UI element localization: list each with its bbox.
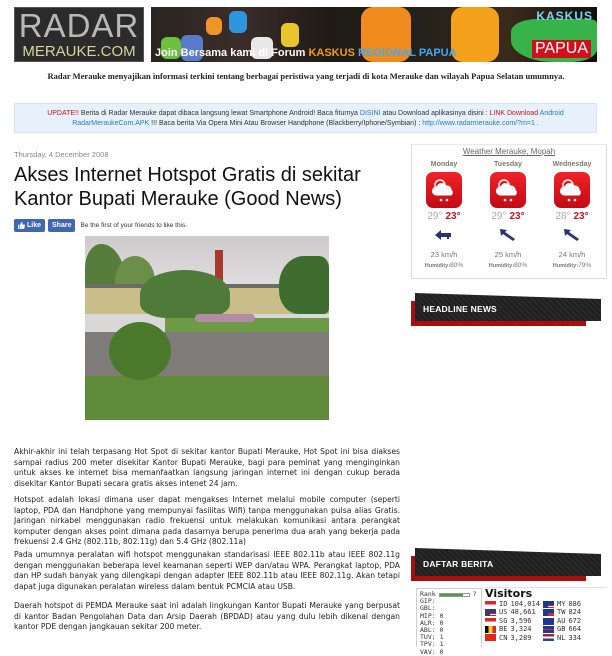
visitor-row: AU 672: [543, 617, 601, 625]
humidity: Humidity:80%: [424, 262, 464, 269]
wind-arrow-west-icon: [433, 228, 455, 242]
update-notice: [14, 103, 597, 133]
flag-id-icon: [485, 601, 496, 608]
banner-tagline: [155, 47, 457, 59]
weather-day-tuesday: [478, 161, 538, 269]
mascot-image: [281, 23, 299, 47]
weather-day-monday: [414, 161, 474, 269]
facebook-share-button[interactable]: Share: [48, 219, 75, 232]
mascot-image: [229, 11, 247, 33]
temperature: [414, 211, 474, 222]
weather-day-wednesday: [542, 161, 602, 269]
visitor-row: SG 3,596: [485, 617, 543, 625]
visitor-row: MY 886: [543, 600, 601, 608]
rank-stat: ABL: 0: [420, 626, 444, 635]
wind-arrow-northwest-icon: [497, 228, 519, 242]
logo-text-domain: MERAUKE.COM: [22, 43, 136, 60]
rank-label: Rank: [420, 590, 436, 598]
site-logo[interactable]: [14, 7, 144, 62]
section-title: DAFTAR BERITA: [423, 559, 494, 569]
rank-widget[interactable]: [416, 588, 482, 656]
kaskus-brand: KASKUS: [536, 9, 593, 23]
flag-sg-icon: [485, 618, 496, 625]
visitor-row: TW 824: [543, 608, 601, 616]
visitors-title: Visitors: [485, 587, 533, 600]
mobile-site-link[interactable]: http://www.radarmerauke.com/?m=1: [422, 120, 535, 127]
flag-us-icon: [485, 609, 496, 616]
day-name: Wednesday: [552, 161, 592, 168]
notice-text: !!! Baca berita Via Opera Mini Atau Browser Handphone (Blackberry/Iphone/Symbian) :: [149, 120, 423, 127]
apk-link[interactable]: Android RadarMeraukeCom.APK: [72, 110, 564, 127]
visitor-row: BE 3,324: [485, 625, 543, 633]
flag-au-icon: [543, 618, 554, 625]
cloud-sun-rain-icon: [490, 172, 526, 208]
headline-news-header: [411, 293, 597, 327]
visitor-row: CN 3,289: [485, 634, 543, 642]
social-text: Be the first of your friends to like this.: [80, 222, 188, 229]
download-link[interactable]: LINK Download: [489, 110, 539, 117]
weather-title-link[interactable]: Weather Merauke, Mopah: [462, 147, 556, 156]
flag-nl-icon: [543, 634, 554, 641]
rank-stat: MIP: 0: [420, 611, 444, 620]
visitor-row: US 48,661: [485, 608, 543, 616]
post-paragraph: Daerah hotspot di PEMDA Merauke saat ini adalah lingkungan Kantor Bupati Merauke yang berpusat di kantor Badan Pengolahan Data dan Arsip Daerah (BPDAD) atau yang dulu lebih dikenal dengan kantor PDE dengan jangkauan sekitar 200 meter.: [14, 601, 400, 632]
wind-speed: 24 km/h: [558, 250, 586, 259]
day-name: Tuesday: [494, 161, 522, 168]
weather-widget: [411, 144, 607, 279]
day-name: Monday: [430, 161, 458, 168]
section-title: HEADLINE NEWS: [423, 304, 497, 314]
rank-stat: VAV: 0: [420, 647, 444, 656]
flag-cn-icon: [485, 634, 496, 641]
mascot-image: [206, 17, 222, 35]
banner-text-join: Join Bersama kami di Forum: [155, 47, 306, 59]
rank-stat: GIP:: [420, 597, 436, 606]
visitor-row: NL 334: [543, 634, 601, 642]
post-title: Akses Internet Hotspot Gratis di sekitar Kantor Bupati Merauke (Good News): [14, 164, 361, 210]
temp-low: 23°: [573, 211, 589, 222]
rank-value: ?: [472, 590, 477, 598]
papua-badge: PAPUA: [532, 40, 591, 58]
post-paragraph: Akhir-akhir ini telah terpasang Hot Spot di sekitar kantor Bupati Merauke, Hot Spot ini bisa diakses sampai radius 200 meter disekitar Kantor Bupati Merauke, bagi para peminat yang menginginkan untuk akses ke internet bisa memanfaatkan langsung jaringan internet ini dengan cukup berada disekitar Kantor Bupati secara gratis akses intenet 24 jam.: [14, 447, 400, 488]
temp-low: 23°: [445, 211, 461, 222]
temp-high: 29°: [427, 211, 443, 222]
notice-text: Berita di Radar Merauke dapat dibaca langsung lewat Smartphone Android! Baca fiturnya: [78, 110, 360, 117]
flag-tw-icon: [543, 609, 554, 616]
notice-text: .: [534, 120, 539, 127]
temp-low: 23°: [509, 211, 525, 222]
post-photo: [85, 236, 329, 420]
post-paragraph: Pada umumnya peralatan wifi hotspot menggunakan standarisasi IEEE 802.11b atau IEEE 802.11g dengan menggunakan beberapa level keamanan seperti WEP dan/atau WPA. Perangkat laptop, PDA dan HP sudah banyak yang dilengkapi dengan adapter IEEE 802.11b atau IEEE 802.11g. Akan tetapi dapat juga digunakan peralatan wireless dalam bentuk PCMCIA atau USB.: [14, 550, 400, 591]
cloud-sun-rain-icon: [426, 172, 462, 208]
rank-bar: [439, 593, 470, 597]
wind-speed: 25 km/h: [494, 250, 522, 259]
rank-stat: TUV: 1: [420, 633, 444, 642]
post-date: Thursday, 4 December 2008: [14, 150, 109, 159]
notice-text: atau Download aplikasinya disini :: [380, 110, 490, 117]
wind-arrow-northwest-icon: [561, 228, 583, 242]
logo-text-radar: RADAR: [18, 7, 140, 44]
rank-stat: TPV: 1: [420, 640, 444, 649]
post-paragraph: Hotspot adalah lokasi dimana user dapat mengakses Internet melalui mobile computer (seperti laptop, PDA dan Handphone yang mempunyai fasilitas Wifi) tanpa menggunakan pulsa alias Gratis. Jaringan nirkabel menggunakan radio frekuensi untuk melakukan komunikasi antara perangkat komputer dengan akses point dimana pada dasarnya berupa penerima dua arah yang bekerja pada frekuensi 2.4 GHz (802.11b, 802.11g) dan 5.4 GHz (802.11a): [14, 495, 400, 547]
rank-stat: GBL:: [420, 604, 436, 613]
facebook-social-bar: [14, 219, 187, 232]
temperature: [478, 211, 538, 222]
wind-speed: 23 km/h: [430, 250, 458, 259]
banner-text-regional: REGIONAL PAPUA: [357, 47, 457, 59]
temperature: [542, 211, 602, 222]
notice-update-label: UPDATE!!: [47, 110, 79, 117]
humidity: Humidity:80%: [488, 262, 528, 269]
rank-stat: ALR: 0: [420, 618, 444, 627]
flag-my-icon: [543, 601, 554, 608]
temp-high: 29°: [491, 211, 507, 222]
visitor-row: GB 664: [543, 625, 601, 633]
visitor-row: ID 104,014: [485, 600, 543, 608]
kaskus-forum-banner[interactable]: [151, 7, 597, 62]
banner-text-kaskus: KASKUS: [308, 47, 355, 59]
thumbs-up-icon: [18, 222, 25, 229]
visitor-counter-widget[interactable]: [485, 587, 607, 647]
humidity: Humidity:79%: [552, 262, 592, 269]
cloud-sun-rain-icon: [554, 172, 590, 208]
flag-be-icon: [485, 626, 496, 633]
disini-link[interactable]: DISINI: [359, 110, 381, 117]
temp-high: 28°: [555, 211, 571, 222]
site-tagline: Radar Merauke menyajikan informasi terkini tentang berbagai peristiwa yang terjadi di kota Merauke dan wilayah Papua Selatan umumnya.: [47, 71, 565, 81]
like-label: Like: [27, 222, 42, 229]
mascot-image: [451, 7, 499, 62]
flag-gb-icon: [543, 626, 554, 633]
daftar-berita-header: [411, 548, 597, 582]
facebook-like-button[interactable]: [14, 219, 45, 232]
